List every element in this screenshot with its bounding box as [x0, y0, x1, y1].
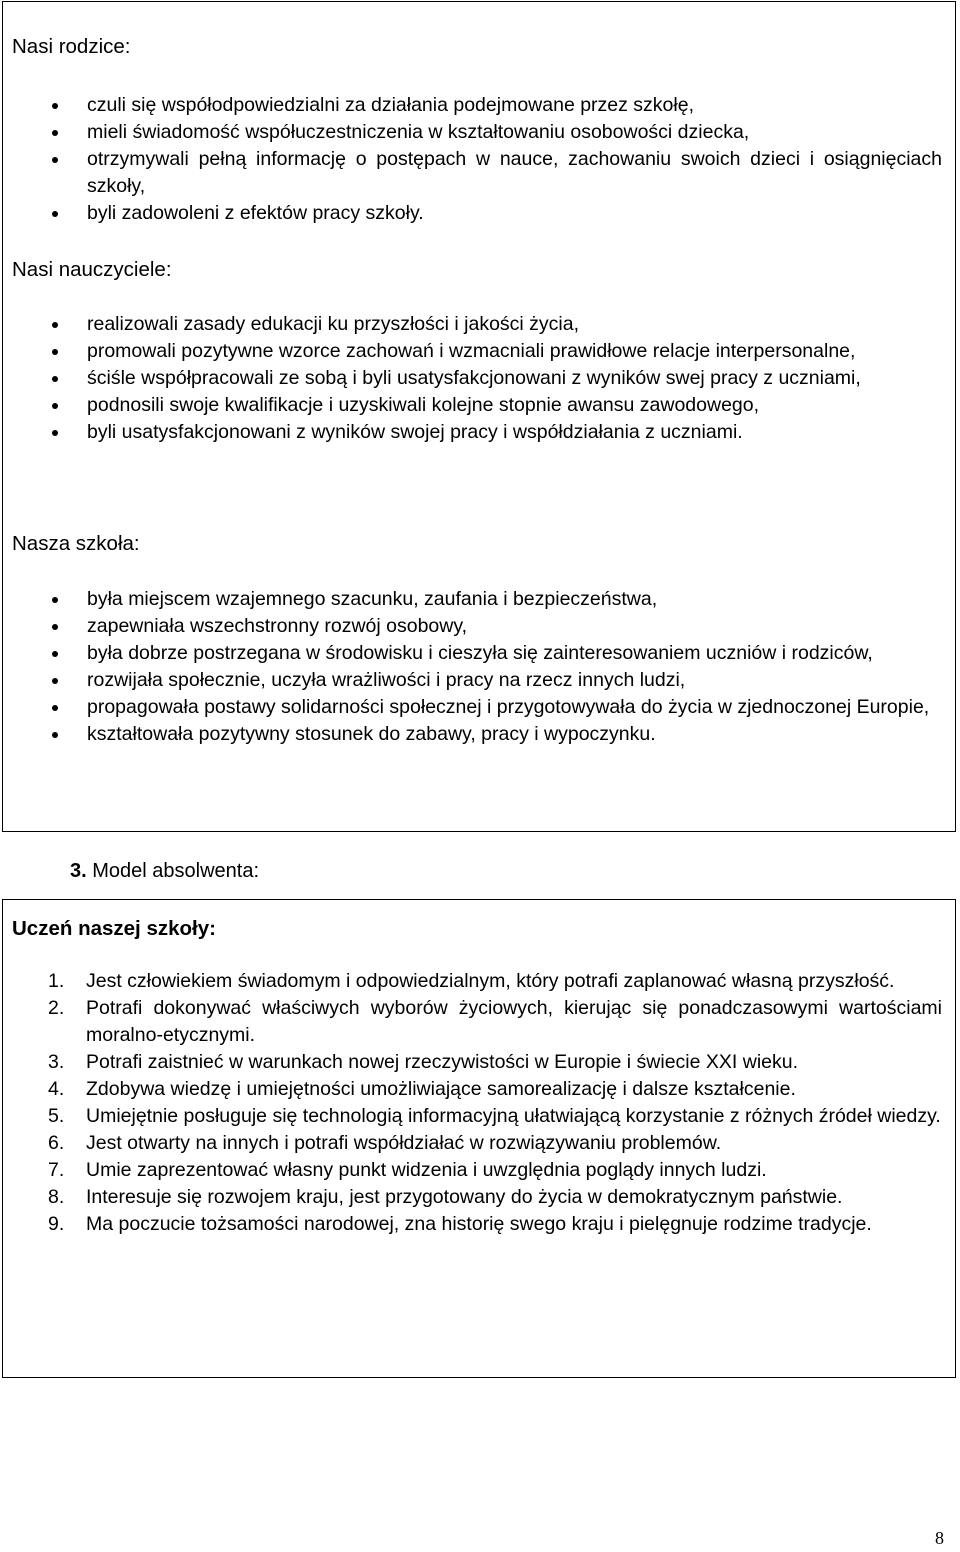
list-item [0, 1130, 944, 1157]
bullet-icon [52, 705, 58, 711]
list-item-text: promowali pozytywne wzorce zachowań i wzmacniali prawidłowe relacje interpersonalne, [87, 340, 856, 362]
list-item-text: Zdobywa wiedzę i umiejętności umożliwiające samorealizację i dalsze kształcenie. [86, 1078, 796, 1100]
list-item [0, 1103, 944, 1130]
list-item [0, 392, 944, 419]
list-item-text: mieli świadomość współuczestniczenia w kształtowaniu osobowości dziecka, [87, 121, 750, 143]
list-item-text: Umie zaprezentować własny punkt widzenia i uwzględnia poglądy innych ludzi. [86, 1159, 767, 1181]
bullet-icon [52, 130, 58, 136]
list-item-number: 7. [48, 1159, 65, 1181]
list-item [0, 200, 944, 227]
list-item-number: 5. [48, 1105, 65, 1127]
list-item [0, 968, 944, 995]
list-item-text: podnosili swoje kwalifikacje i uzyskiwali kolejne stopnie awansu zawodowego, [87, 394, 760, 416]
school-heading-text: Nasza szkoła [12, 532, 134, 555]
bullet-icon [52, 624, 58, 630]
list-item-text: Jest człowiekiem świadomym i odpowiedzialnym, który potrafi zaplanować własną przyszłość. [86, 970, 895, 992]
teachers-heading-text: Nasi nauczyciele [12, 258, 166, 281]
list-item-number: 1. [48, 970, 65, 992]
list-item-text: propagowała postawy solidarności społecznej i przygotowywała do życia w zjednoczonej Europie, [87, 696, 930, 718]
list-item [0, 146, 944, 200]
bullet-icon [52, 403, 58, 409]
list-item-number: 2. [48, 997, 65, 1019]
list-item-text: Potrafi dokonywać właściwych wyborów życiowych, kierując się ponadczasowymi wartościami moralno-etycznymi. [86, 997, 942, 1046]
list-item [0, 1076, 944, 1103]
list-item [0, 1157, 944, 1184]
list-item-text: Jest otwarty na innych i potrafi współdziałać w rozwiązywaniu problemów. [86, 1132, 722, 1154]
list-item [0, 721, 944, 748]
list-item [0, 640, 944, 667]
teachers-heading [12, 256, 172, 283]
list-item [0, 365, 944, 392]
page-number: 8 [935, 1528, 944, 1548]
bullet-icon [52, 103, 58, 109]
list-item-number: 6. [48, 1132, 65, 1154]
bullet-icon [52, 322, 58, 328]
model-title-text: Model absolwenta: [92, 860, 260, 882]
parents-heading [12, 33, 131, 60]
bullet-icon [52, 211, 58, 217]
list-item [0, 1211, 944, 1238]
list-item-number: 3. [48, 1051, 65, 1073]
bullet-icon [52, 430, 58, 436]
list-item-text: kształtowała pozytywny stosunek do zabawy, pracy i wypoczynku. [87, 723, 656, 745]
list-item-text: byli zadowoleni z efektów pracy szkoły. [87, 202, 424, 224]
bullet-icon [52, 597, 58, 603]
list-item [0, 995, 944, 1049]
parents-heading-colon: : [124, 35, 131, 58]
bullet-icon [52, 651, 58, 657]
list-item-text: Interesuje się rozwojem kraju, jest przygotowany do życia w demokratycznym państwie. [86, 1186, 843, 1208]
list-item [0, 1184, 944, 1211]
list-item-text: byli usatysfakcjonowani z wyników swojej pracy i współdziałania z uczniami. [87, 421, 743, 443]
list-item [0, 311, 944, 338]
parents-heading-text: Nasi rodzice [12, 35, 125, 58]
school-list [0, 586, 944, 748]
list-item-text: Umiejętnie posługuje się technologią informacyjną ułatwiającą korzystanie z różnych źródeł wiedzy. [86, 1105, 941, 1127]
school-heading [12, 530, 140, 557]
list-item-text: ściśle współpracowali ze sobą i byli usatysfakcjonowani z wyników swej pracy z uczniami, [87, 367, 861, 389]
school-heading-colon: : [133, 532, 140, 555]
list-item-text: realizowali zasady edukacji ku przyszłości i jakości życia, [87, 313, 580, 335]
list-item [0, 586, 944, 613]
list-item-number: 9. [48, 1213, 65, 1235]
list-item-number: 8. [48, 1186, 65, 1208]
list-item [0, 338, 944, 365]
bullet-icon [52, 732, 58, 738]
bullet-icon [52, 157, 58, 163]
list-item [0, 92, 944, 119]
list-item-text: czuli się współodpowiedzialni za działania podejmowane przez szkołę, [87, 94, 694, 116]
list-item-number: 4. [48, 1078, 65, 1100]
list-item [0, 694, 944, 721]
teachers-list [0, 311, 944, 446]
graduate-list [0, 968, 944, 1238]
list-item-text: Potrafi zaistnieć w warunkach nowej rzeczywistości w Europie i świecie XXI wieku. [86, 1051, 799, 1073]
list-item-text: zapewniała wszechstronny rozwój osobowy, [87, 615, 468, 637]
list-item-text: była dobrze postrzegana w środowisku i cieszyła się zainteresowaniem uczniów i rodziców, [87, 642, 873, 664]
bullet-icon [52, 376, 58, 382]
list-item [0, 667, 944, 694]
list-item-text: była miejscem wzajemnego szacunku, zaufania i bezpieczeństwa, [87, 588, 658, 610]
list-item [0, 1049, 944, 1076]
model-title [70, 858, 259, 885]
teachers-heading-colon: : [165, 258, 172, 281]
model-number: 3. [70, 860, 87, 882]
list-item-text: rozwijała społecznie, uczyła wrażliwości i pracy na rzecz innych ludzi, [87, 669, 686, 691]
bullet-icon [52, 678, 58, 684]
list-item [0, 613, 944, 640]
list-item-text: otrzymywali pełną informację o postępach w nauce, zachowaniu swoich dzieci i osiągnięciach szkoły, [87, 148, 942, 197]
bullet-icon [52, 349, 58, 355]
parents-list [0, 92, 944, 227]
graduate-heading: Uczeń naszej szkoły: [12, 917, 216, 940]
list-item [0, 119, 944, 146]
list-item-text: Ma poczucie tożsamości narodowej, zna historię swego kraju i pielęgnuje rodzime tradycje. [86, 1213, 872, 1235]
list-item [0, 419, 944, 446]
